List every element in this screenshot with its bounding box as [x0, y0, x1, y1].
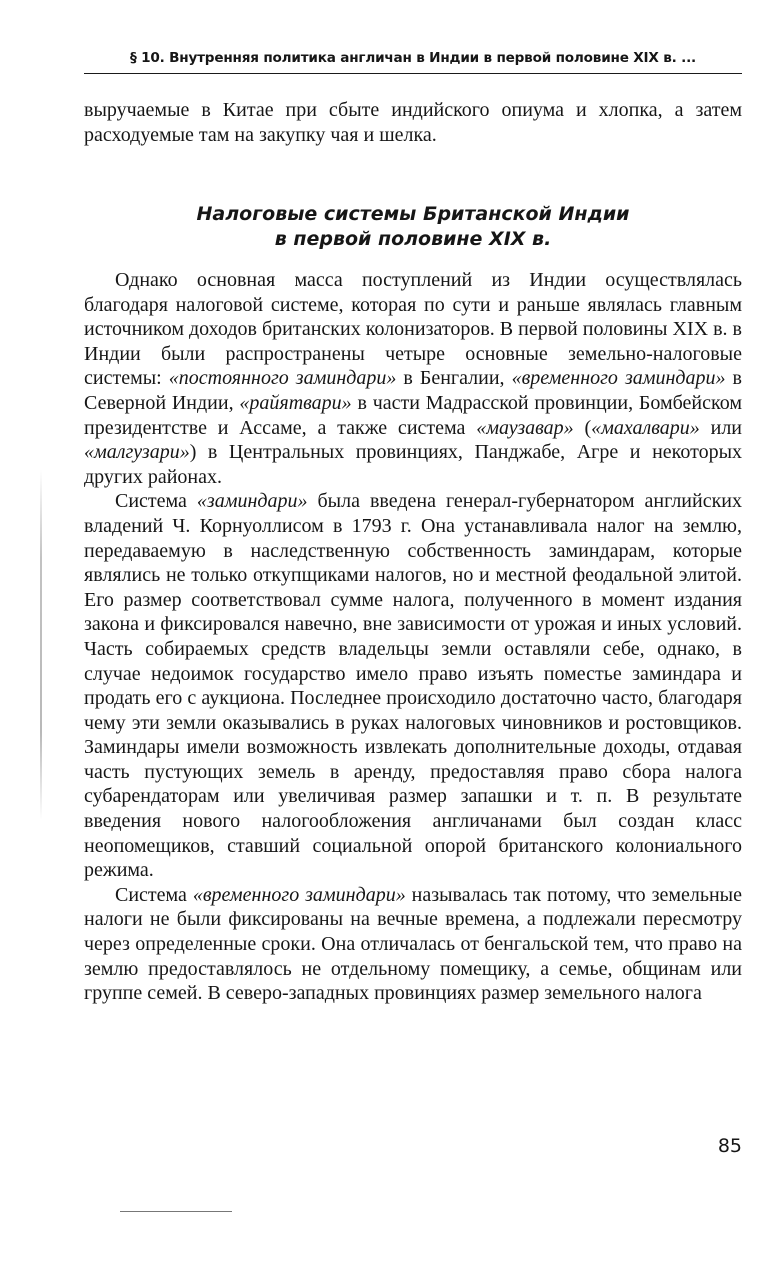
term-mahalwari: «махалвари»: [591, 416, 700, 439]
text-run: или: [699, 416, 742, 439]
term-temporary-zamindari: «временного заминдари»: [192, 883, 406, 906]
paragraph-tax-systems: [84, 268, 742, 489]
main-text-block: [84, 268, 742, 1006]
term-malguzari: «малгузари»: [84, 441, 190, 464]
term-mauzavar: «маузавар»: [476, 416, 574, 439]
text-run: Система: [115, 490, 197, 513]
text-run: Однако основная масса поступлений из Индии осуществлялась благодаря налоговой системе, которая по сути и раньше являлась главным источником доходов британских колонизаторов. В первой половины XIX в. в Индии были распространены четыре основные земельно-налоговые системы:: [84, 269, 742, 390]
term-ryotwari: «райятвари»: [239, 391, 352, 414]
section-heading: [84, 202, 742, 252]
paragraph-temporary-zamindari: [84, 883, 742, 1006]
text-run: (: [573, 416, 592, 439]
section-heading-line-1: Налоговые системы Британской Индии: [196, 203, 630, 225]
margin-scan-mark: [40, 470, 42, 820]
header-rule: [84, 73, 742, 74]
page-number: 85: [717, 1135, 742, 1157]
text-run: в Бенгалии,: [396, 367, 512, 390]
footer-rule: [120, 1211, 232, 1212]
text-run: Система: [115, 883, 193, 906]
intro-paragraph: выручаемые в Китае при сбыте индийского опиума и хлопка, а затем расходуемые там на закупку чая и шелка.: [84, 99, 742, 146]
section-heading-line-2: в первой половине XIX в.: [274, 228, 552, 250]
intro-text-block: [84, 98, 742, 147]
term-permanent-zamindari: «постоянного заминдари»: [168, 367, 397, 390]
term-zamindari: «заминдари»: [196, 490, 308, 513]
text-run: ) в Центральных провинциях, Панджабе, Агре и некоторых других районах.: [84, 441, 742, 488]
text-run: в Северной Индии,: [84, 367, 743, 414]
text-run: называлась так потому, что земельные налоги не были фиксированы на вечные времена, а подлежали пересмотру через определенные сроки. Она отличалась от бенгальской тем, что право на землю предоставлялось не отдельному помещику, а семье, общинам или группе семей. В северо-западных провинциях размер земельного налога: [84, 883, 742, 1005]
text-run: была введена генерал-губернатором английских владений Ч. Корнуоллисом в 1793 г. Она устанавливала налог на землю, передаваемую в наследственную собственность заминдарам, которые являлись не только откупщиками налогов, но и местной феодальной элитой. Его размер соответствовал сумме налога, полученного в момент издания закона и фиксировался навечно, вне зависимости от урожая и иных условий. Часть собираемых средств владельцы земли оставляли себе, однако, в случае недоимок государство имело право изъять поместье заминдара и продать его с аукциона. Последнее происходило достаточно часто, благодаря чему эти земли оказывались в руках налоговых чиновников и ростовщиков. Заминдары имели возможность извлекать дополнительные доходы, отдавая часть пустующих земель в аренду, предоставляя право сбора налога субарендаторам или увеличивая размер запашки и т. п. В результате введения нового налогообложения англичанами был создан класс неопомещиков, ставший социальной опорой британского колониального режима.: [84, 490, 743, 882]
paragraph-zamindari: [84, 489, 742, 883]
term-temporary-zamindari: «временного заминдари»: [511, 367, 726, 390]
running-header: § 10. Внутренняя политика англичан в Индии в первой половине XIX в. ...: [129, 50, 697, 66]
text-run: в части Мадрасской провинции, Бомбейском президентстве и Ассаме, а также система: [84, 391, 742, 439]
